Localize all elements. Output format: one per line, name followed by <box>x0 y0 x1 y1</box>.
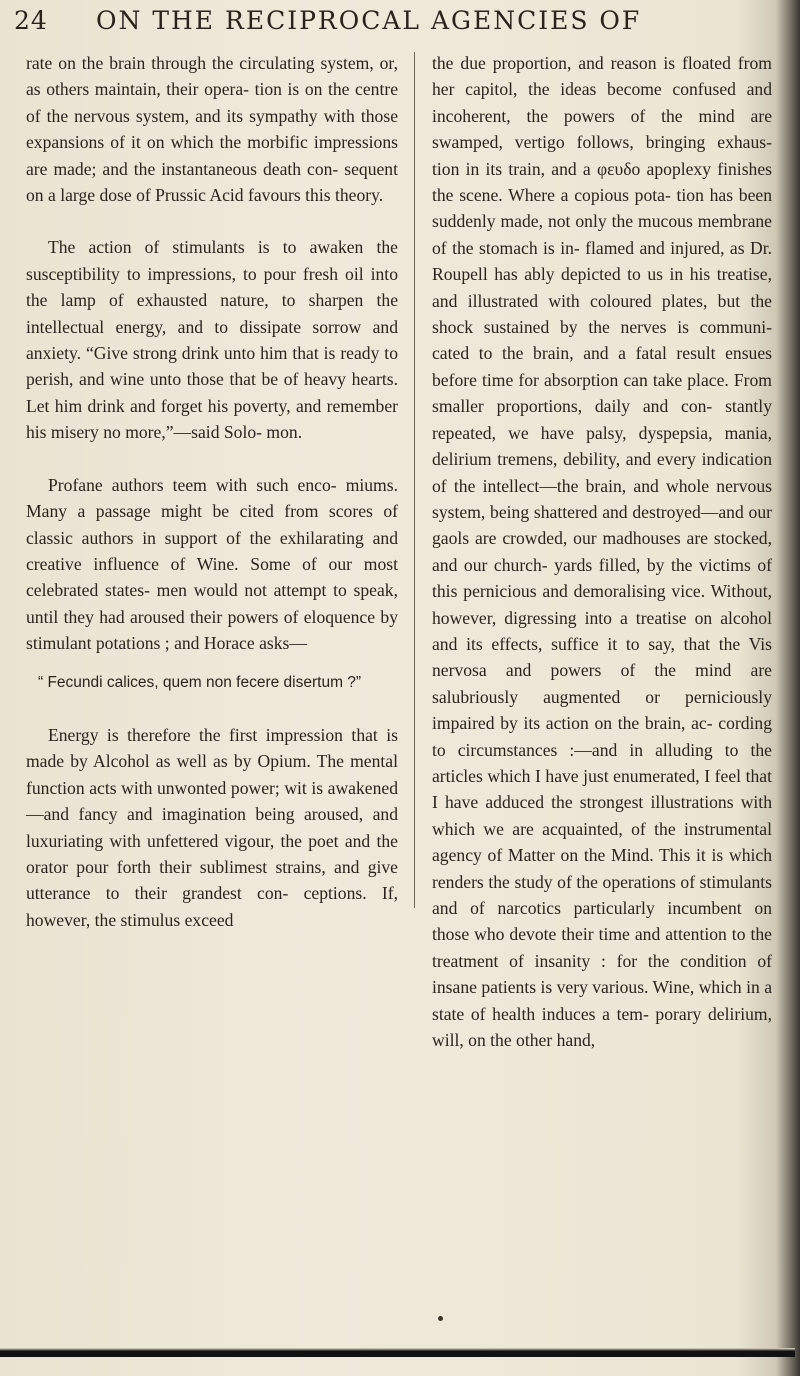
left-paragraph-2: The action of stimulants is to awaken the susceptibility to impressions, to pour fresh oil into the lamp of exhausted nature, to sharpen the intellectual energy, and to dissipate sorrow and anxiety. “Give strong drink unto him that is ready to perish, and wine unto those that be of heavy hearts. Let him drink and forget his poverty, and remember his misery no more,”—said Solo- mon. <box>26 237 398 443</box>
page-number: 24 <box>14 6 48 35</box>
right-paragraph-1: the due proportion, and reason is floated from her capitol, the ideas become confused and incoherent, the powers of the mind are swamped, vertigo follows, bringing exhaus- tion in its train, and a φευδο apoplexy finishes the scene. Where a copious pota- tion has been suddenly made, not only the mucous membrane of the stomach is in- flamed and injured, as Dr. Roupell has ably depicted to us in his treatise, and illustrated with coloured plates, but the shock sustained by the nerves is communi- cated to the brain, and a fatal result ensues before time for absorption can take place. From smaller proportions, daily and con- stantly repeated, we have palsy, dyspepsia, mania, delirium tremens, debility, and every indication of the intellect—the brain, and whole nervous system, being shattered and destroyed—and our gaols are crowded, our madhouses are stocked, and our church- yards filled, by the victims of this pernicious and demoralising vice. Without, however, digressing into a treatise on alcohol and its effects, suffice it to say, that the Vis nervosa and powers of the mind are salubriously augmented or perniciously impaired by its action on the brain, ac- cording to circumstances :—and in alluding to the articles which I have just enumerated, I feel that I have adduced the strongest illustrations with which we are acquainted, of the instrumental agency of Matter on the Mind. This it is which renders the study of the operations of stimulants and of narcotics particularly incumbent on those who devote their time and attention to the treatment of insanity : for the condition of insane patients is very various. Wine, which in a state of health induces a tem- porary delirium, will, on the other hand, <box>432 53 773 1051</box>
column-divider <box>414 52 415 908</box>
left-paragraph-4: Energy is therefore the first impression that is made by Alcohol as well as by Opium. The mental function acts with unwonted power; wit is awakened—and fancy and imagination being aroused, and luxuriating with unfettered vigour, the poet and the orator pour forth their sublimest strains, and give utterance to their grandest con- ceptions. If, however, the stimulus exceed <box>26 724 398 930</box>
running-head: ON THE RECIPROCAL AGENCIES OF <box>96 6 642 35</box>
left-column <box>26 50 398 933</box>
left-paragraph-1: rate on the brain through the circulating system, or, as others maintain, their opera- tion is on the centre of the nervous system, and its sympathy with those expansions of it on which the morbific impressions are made; and the instantaneous death con- sequent on a large dose of Prussic Acid favours this theory. <box>26 53 398 206</box>
latin-quote: “ Fecundi calices, quem non fecere disertum ?” <box>38 673 362 691</box>
page-bottom-edge <box>0 1348 795 1357</box>
printer-mark <box>438 1316 443 1321</box>
page-header <box>14 4 784 48</box>
left-paragraph-3: Profane authors teem with such enco- miums. Many a passage might be cited from scores of classic authors in support of the exhilarating and creative influence of Wine. Some of our most celebrated states- men would not attempt to speak, until they had aroused their powers of eloquence by stimulant potations ; and Horace asks— <box>26 474 398 654</box>
right-column <box>432 50 772 1053</box>
